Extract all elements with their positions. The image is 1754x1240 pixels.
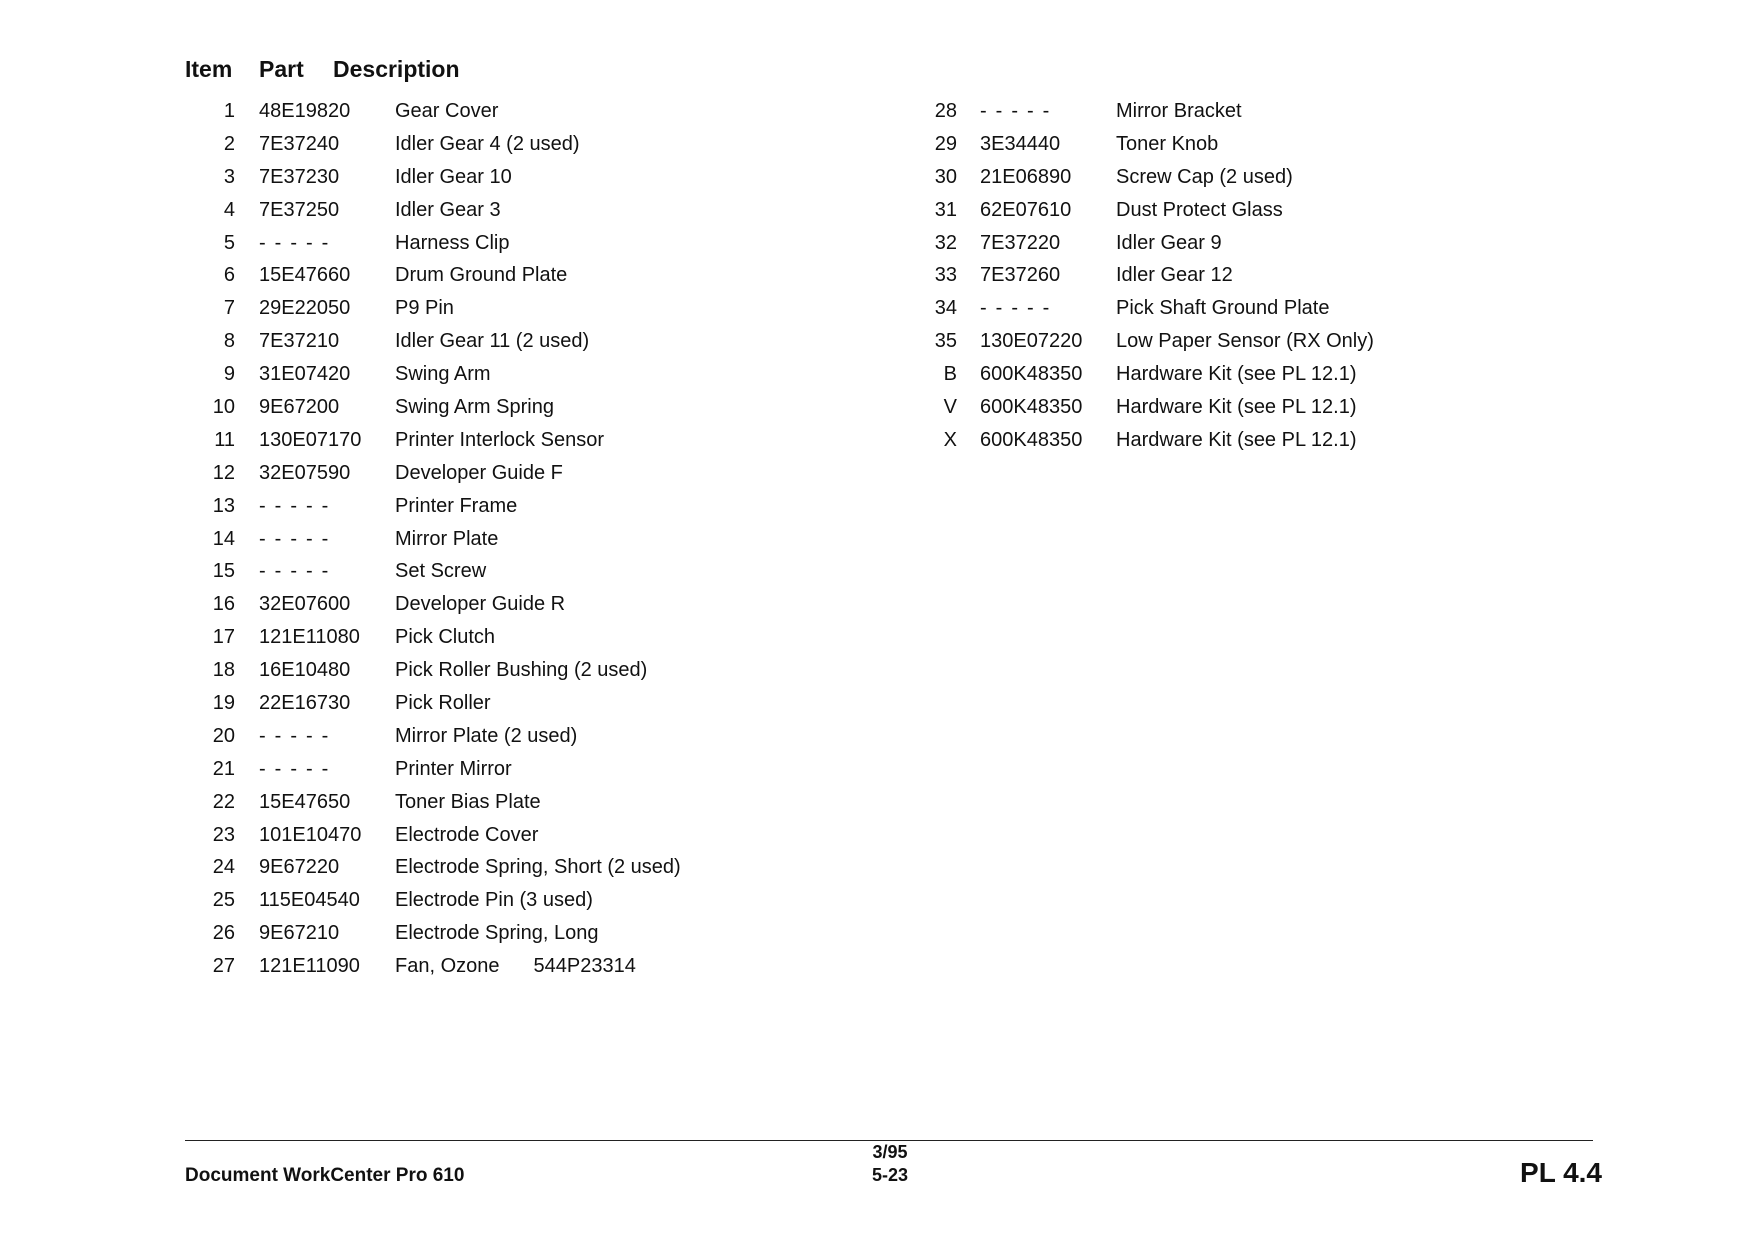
part-description: Electrode Pin (3 used) [395,889,593,912]
part-number: 130E07170 [259,428,362,451]
extra-part-number: 544P23314 [533,955,636,978]
item-number: 16 [212,593,235,616]
part-description: Drum Ground Plate [395,264,568,287]
part-description: Hardware Kit (see PL 12.1) [1116,363,1357,386]
part-description-cell [395,851,681,884]
part-description-cell [1116,161,1293,194]
part-description-cell [395,687,491,720]
item-number: 24 [212,856,235,879]
page-number: 5-23 [871,1165,909,1185]
part-description: Printer Mirror [395,757,512,780]
part-description: Toner Bias Plate [395,790,541,813]
part-number: ----- [980,100,1059,122]
table-row [185,358,885,391]
part-description: Electrode Spring, Short (2 used) [395,856,681,879]
table-row [185,687,885,720]
part-description-cell [1116,128,1218,161]
part-number: 15E47660 [259,264,351,287]
footer-page-info [840,1141,940,1187]
table-row [185,325,885,358]
item-number: 12 [212,461,235,484]
table-row [905,95,1505,128]
table-row [185,194,885,227]
part-description: Printer Frame [395,494,518,517]
part-description: Mirror Bracket [1116,100,1242,122]
table-row [185,391,885,424]
table-row [185,227,885,260]
table-row [185,128,885,161]
part-description: Idler Gear 11 (2 used) [395,330,590,353]
item-number: 14 [212,527,235,550]
part-description: Set Screw [395,560,487,583]
part-description: Dust Protect Glass [1116,198,1283,221]
table-row [185,819,885,852]
part-number: 16E10480 [259,659,351,682]
part-column-header: Part [259,56,304,82]
part-description-cell [395,490,517,523]
part-number: 7E37260 [980,264,1061,287]
part-number: ----- [259,494,338,517]
table-row [185,851,885,884]
table-row [185,457,885,490]
table-row [905,358,1505,391]
part-description: Swing Arm Spring [395,396,554,419]
item-column-header: Item [185,56,233,82]
part-description-cell [1116,259,1233,292]
part-description-cell [395,95,498,128]
parts-list-section: PL 4.4 [1520,1157,1602,1188]
part-number: 15E47650 [259,790,351,813]
part-description: Low Paper Sensor (RX Only) [1116,330,1374,353]
item-number: 32 [934,231,957,254]
table-row [185,161,885,194]
item-number: 27 [212,955,235,978]
part-number: ----- [259,560,338,583]
part-description-cell [395,917,598,950]
part-number: 32E07600 [259,593,351,616]
item-number: 11 [214,428,235,451]
table-row [185,621,885,654]
part-description: Harness Clip [395,231,510,254]
item-number: 28 [934,100,957,122]
part-description-cell [395,161,512,194]
part-description-cell [395,950,636,983]
table-row [185,786,885,819]
part-number: 31E07420 [259,363,351,386]
part-description-cell [395,457,563,490]
table-row [905,424,1505,457]
item-number: B [943,363,957,386]
table-row [905,128,1505,161]
part-description: Developer Guide F [395,461,563,484]
part-description: Gear Cover [395,100,499,122]
part-number: 101E10470 [259,823,362,846]
part-description: Printer Interlock Sensor [395,428,604,451]
part-number: 48E19820 [259,100,351,122]
part-description-cell [395,424,604,457]
item-number: 1 [223,100,235,122]
table-row [905,161,1505,194]
part-description: Fan, Ozone [395,955,500,978]
part-description-cell [395,194,501,227]
part-description-cell [395,292,454,325]
part-number: 3E34440 [980,132,1061,155]
part-number: 29E22050 [259,297,351,320]
table-row [905,227,1505,260]
part-description: Idler Gear 12 [1116,264,1233,287]
table-row [185,490,885,523]
table-row [185,917,885,950]
part-description: Idler Gear 9 [1116,231,1222,254]
part-description-cell [395,259,567,292]
part-number: 62E07610 [980,198,1072,221]
table-row [185,95,885,128]
document-title: Document WorkCenter Pro 610 [185,1165,465,1186]
part-number: 32E07590 [259,461,351,484]
table-row [905,194,1505,227]
parts-list-right [905,95,1505,457]
part-description-cell [1116,194,1283,227]
part-number: 121E11090 [259,955,360,978]
part-description: Pick Clutch [395,626,496,649]
part-number: 121E11080 [259,626,360,649]
item-number: 13 [212,494,235,517]
part-number: ----- [980,297,1059,320]
part-number: ----- [259,231,338,254]
item-number: 7 [223,297,235,320]
table-row [905,391,1505,424]
item-number: 8 [223,330,235,353]
item-number: 9 [223,363,235,386]
table-row [185,720,885,753]
item-number: 2 [223,132,235,155]
part-description: Mirror Plate (2 used) [395,724,578,747]
part-description-cell [395,720,577,753]
part-description: Electrode Cover [395,823,539,846]
part-number: 130E07220 [980,330,1083,353]
part-description-cell [395,588,565,621]
part-number: ----- [259,527,338,550]
item-number: 29 [934,132,957,155]
part-description-cell [395,884,593,917]
part-number: ----- [259,757,338,780]
part-description-cell [395,325,589,358]
description-column-header: Description [333,56,460,82]
item-number: 3 [223,165,235,188]
part-description-cell [1116,95,1242,128]
part-description-cell [1116,292,1329,325]
item-number: 26 [212,922,235,945]
item-number: 17 [212,626,235,649]
part-description: Toner Knob [1116,132,1219,155]
item-number: 18 [212,659,235,682]
part-description-cell [1116,424,1356,457]
part-description: Idler Gear 10 [395,165,512,188]
part-description-cell [395,786,541,819]
part-description-cell [395,819,538,852]
item-number: 15 [212,560,235,583]
part-number: 21E06890 [980,165,1072,188]
part-number: 7E37220 [980,231,1061,254]
part-description: Screw Cap (2 used) [1116,165,1293,188]
table-row [905,292,1505,325]
part-number: 600K48350 [980,428,1083,451]
part-description-cell [1116,227,1222,260]
part-number: 115E04540 [259,889,360,912]
part-description: Pick Roller [395,692,491,715]
part-description-cell [395,358,491,391]
table-row [185,753,885,786]
part-description: Pick Roller Bushing (2 used) [395,659,648,682]
table-row [185,292,885,325]
part-description-cell [395,128,580,161]
item-number: 19 [212,692,235,715]
part-number: 7E37230 [259,165,340,188]
part-number: 9E67220 [259,856,340,879]
item-number: 31 [934,198,957,221]
part-description-cell [395,621,495,654]
part-description-cell [1116,391,1356,424]
part-number: ----- [259,724,338,747]
table-row [185,523,885,556]
parts-list-left [185,95,885,983]
part-description: Idler Gear 3 [395,198,501,221]
item-number: X [943,428,957,451]
item-number: 33 [934,264,957,287]
part-description: Developer Guide R [395,593,566,616]
item-number: 6 [223,264,235,287]
part-description: Pick Shaft Ground Plate [1116,297,1330,320]
part-number: 600K48350 [980,396,1083,419]
part-description: Electrode Spring, Long [395,922,599,945]
item-number: 35 [934,330,957,353]
table-row [185,555,885,588]
table-row [905,259,1505,292]
table-row [185,424,885,457]
part-description-cell [395,654,647,687]
part-number: 7E37250 [259,198,340,221]
part-description-cell [1116,325,1374,358]
item-number: 4 [223,198,235,221]
table-row [185,950,885,983]
table-row [185,654,885,687]
item-number: 34 [934,297,957,320]
part-description-cell [1116,358,1356,391]
item-number: 21 [212,757,235,780]
part-description-cell [395,391,554,424]
item-number: 20 [212,724,235,747]
item-number: 23 [212,823,235,846]
part-description: Swing Arm [395,363,491,386]
item-number: 5 [223,231,235,254]
item-number: 25 [212,889,235,912]
table-row [905,325,1505,358]
item-number: 22 [212,790,235,813]
part-number: 7E37240 [259,132,340,155]
part-description: Idler Gear 4 (2 used) [395,132,580,155]
revision-date: 3/95 [872,1142,908,1162]
table-row [185,884,885,917]
part-description: P9 Pin [395,297,454,320]
item-number: 30 [934,165,957,188]
part-description-cell [395,523,498,556]
part-number: 9E67200 [259,396,340,419]
part-description: Hardware Kit (see PL 12.1) [1116,428,1357,451]
part-number: 9E67210 [259,922,340,945]
part-description-cell [395,227,509,260]
item-number: 10 [212,396,235,419]
part-description: Mirror Plate [395,527,499,550]
item-number: V [943,396,957,419]
part-number: 22E16730 [259,692,351,715]
part-number: 600K48350 [980,363,1083,386]
table-row [185,259,885,292]
part-number: 7E37210 [259,330,340,353]
part-description-cell [395,555,486,588]
part-description: Hardware Kit (see PL 12.1) [1116,396,1357,419]
part-description-cell [395,753,512,786]
table-row [185,588,885,621]
